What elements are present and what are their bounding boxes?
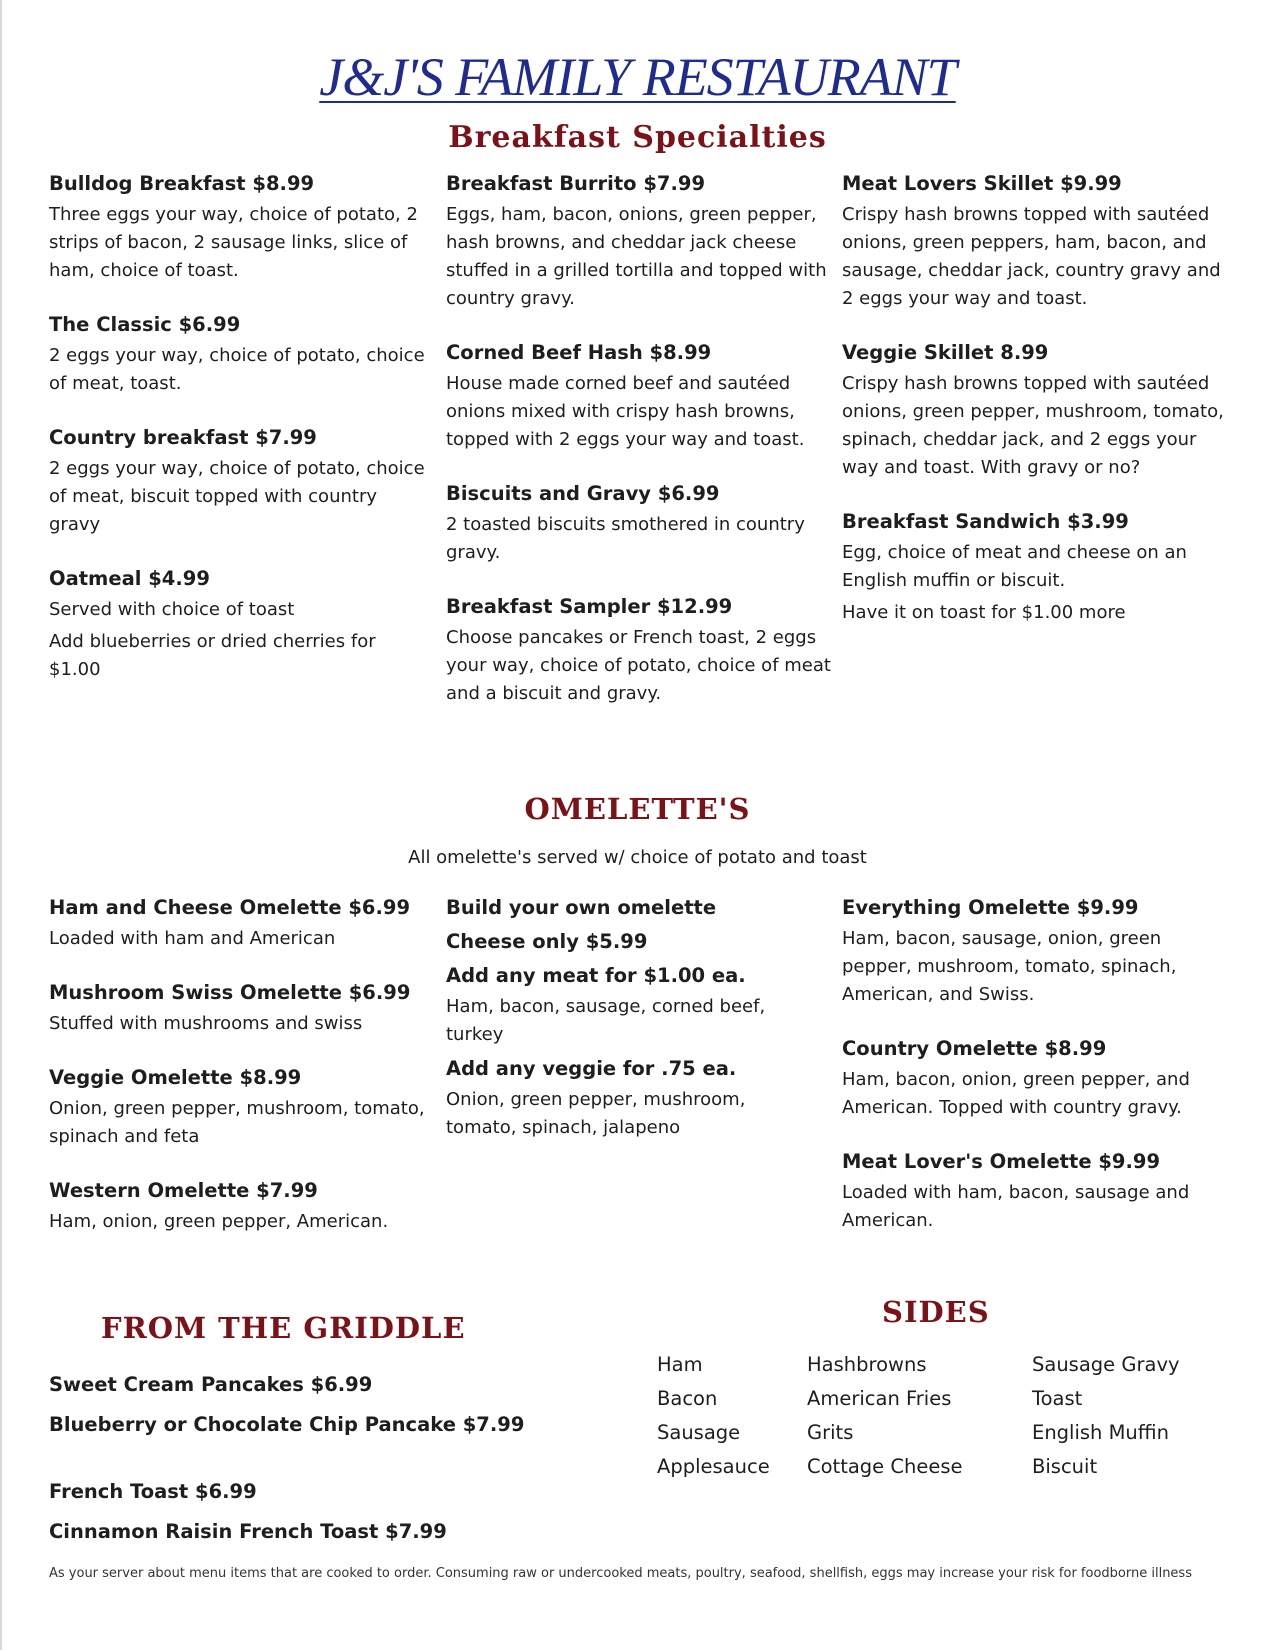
item-description: Ham, bacon, onion, green pepper, and American. Topped with country gravy. bbox=[842, 1069, 1190, 1118]
side-item: Sausage Gravy bbox=[1032, 1353, 1180, 1376]
item-name: Biscuits and Gravy $6.99 bbox=[446, 482, 720, 505]
side-item: Ham bbox=[657, 1353, 703, 1376]
menu-item bbox=[49, 424, 429, 539]
item-name: Breakfast Sampler $12.99 bbox=[446, 595, 733, 618]
item-description: Served with choice of toast bbox=[49, 599, 295, 620]
sides-heading: SIDES bbox=[882, 1295, 990, 1329]
add-veggie-label: Add any veggie for .75 ea. bbox=[446, 1057, 737, 1080]
menu-item bbox=[842, 508, 1227, 627]
item-name: Breakfast Sandwich $3.99 bbox=[842, 510, 1129, 533]
menu-item bbox=[49, 565, 429, 684]
add-meat-label: Add any meat for $1.00 ea. bbox=[446, 964, 746, 987]
menu-item bbox=[842, 1035, 1227, 1122]
breakfast-column-3 bbox=[842, 170, 1227, 653]
griddle-item: Cinnamon Raisin French Toast $7.99 bbox=[49, 1520, 447, 1543]
side-item: Biscuit bbox=[1032, 1455, 1098, 1478]
griddle-item: French Toast $6.99 bbox=[49, 1480, 257, 1503]
item-name: Meat Lover's Omelette $9.99 bbox=[842, 1150, 1161, 1173]
item-description: Loaded with ham and American bbox=[49, 928, 336, 949]
item-description: Three eggs your way, choice of potato, 2 strips of bacon, 2 sausage links, slice of ham, choice of toast. bbox=[49, 204, 418, 281]
omelettes-intro: All omelette's served w/ choice of potato and toast bbox=[408, 847, 867, 868]
menu-item bbox=[49, 1064, 429, 1151]
item-name: Corned Beef Hash $8.99 bbox=[446, 341, 712, 364]
item-description: Onion, green pepper, mushroom, tomato, spinach and feta bbox=[49, 1098, 425, 1147]
restaurant-title: J&J'S FAMILY RESTAURANT bbox=[319, 47, 956, 107]
menu-item bbox=[49, 311, 429, 398]
item-description: Crispy hash browns topped with sautéed onions, green pepper, mushroom, tomato, spinach, cheddar jack, and 2 eggs your way and toast. With gravy or no? bbox=[842, 373, 1224, 478]
griddle-item: Blueberry or Chocolate Chip Pancake $7.99 bbox=[49, 1413, 525, 1436]
item-description: Ham, bacon, sausage, onion, green pepper, mushroom, tomato, spinach, American, and Swiss. bbox=[842, 928, 1177, 1005]
item-description: Egg, choice of meat and cheese on an English muffin or biscuit. bbox=[842, 542, 1187, 591]
item-description: Loaded with ham, bacon, sausage and American. bbox=[842, 1182, 1190, 1231]
menu-item bbox=[842, 170, 1227, 313]
omelettes-column-1 bbox=[49, 894, 429, 1262]
griddle-group-1 bbox=[49, 1371, 589, 1439]
griddle-item: Sweet Cream Pancakes $6.99 bbox=[49, 1373, 373, 1396]
griddle-group-2 bbox=[49, 1478, 589, 1546]
item-name: Meat Lovers Skillet $9.99 bbox=[842, 172, 1122, 195]
menu-item bbox=[446, 593, 831, 708]
food-safety-disclaimer: As your server about menu items that are cooked to order. Consuming raw or undercooked meats, poultry, seafood, shellfish, eggs may increase your risk for foodborne illness bbox=[49, 1566, 1192, 1581]
menu-item bbox=[446, 480, 831, 567]
menu-item bbox=[842, 1148, 1227, 1235]
cheese-only-price: Cheese only $5.99 bbox=[446, 930, 648, 953]
breakfast-column-2 bbox=[446, 170, 831, 734]
sides-column-3 bbox=[1032, 1348, 1232, 1484]
menu-item bbox=[49, 1177, 429, 1236]
breakfast-column-1 bbox=[49, 170, 429, 710]
side-item: English Muffin bbox=[1032, 1421, 1170, 1444]
menu-item bbox=[49, 979, 429, 1038]
item-name: Breakfast Burrito $7.99 bbox=[446, 172, 706, 195]
item-name: Country Omelette $8.99 bbox=[842, 1037, 1107, 1060]
item-name: Oatmeal $4.99 bbox=[49, 567, 210, 590]
item-name: Western Omelette $7.99 bbox=[49, 1179, 318, 1202]
item-name: Veggie Skillet 8.99 bbox=[842, 341, 1049, 364]
side-item: Hashbrowns bbox=[807, 1353, 927, 1376]
item-name: Ham and Cheese Omelette $6.99 bbox=[49, 896, 411, 919]
menu-item bbox=[842, 339, 1227, 482]
omelettes-heading: OMELETTE'S bbox=[524, 792, 751, 826]
side-item: Toast bbox=[1032, 1387, 1083, 1410]
item-description: House made corned beef and sautéed onions mixed with crispy hash browns, topped with 2 eggs your way and toast. bbox=[446, 373, 805, 450]
item-description: Crispy hash browns topped with sautéed onions, green peppers, ham, bacon, and sausage, cheddar jack, country gravy and 2 eggs your way and toast. bbox=[842, 204, 1221, 309]
side-item: Sausage bbox=[657, 1421, 741, 1444]
side-item: Bacon bbox=[657, 1387, 718, 1410]
sides-column-1 bbox=[657, 1348, 802, 1484]
breakfast-heading: Breakfast Specialties bbox=[448, 120, 827, 155]
item-name: Bulldog Breakfast $8.99 bbox=[49, 172, 315, 195]
item-name: Mushroom Swiss Omelette $6.99 bbox=[49, 981, 411, 1004]
side-item: Grits bbox=[807, 1421, 854, 1444]
build-title: Build your own omelette bbox=[446, 896, 717, 919]
item-note: Have it on toast for $1.00 more bbox=[842, 602, 1126, 623]
item-description: Eggs, ham, bacon, onions, green pepper, hash browns, and cheddar jack cheese stuffed in a grilled tortilla and topped with country gravy. bbox=[446, 204, 827, 309]
menu-item bbox=[446, 339, 831, 454]
item-name: Everything Omelette $9.99 bbox=[842, 896, 1139, 919]
veggie-options: Onion, green pepper, mushroom, tomato, spinach, jalapeno bbox=[446, 1089, 746, 1138]
item-note: Add blueberries or dried cherries for $1.00 bbox=[49, 631, 376, 680]
side-item: Applesauce bbox=[657, 1455, 770, 1478]
menu-item bbox=[842, 894, 1227, 1009]
item-name: The Classic $6.99 bbox=[49, 313, 241, 336]
item-description: Ham, onion, green pepper, American. bbox=[49, 1211, 389, 1232]
menu-item bbox=[49, 894, 429, 953]
item-description: Choose pancakes or French toast, 2 eggs your way, choice of potato, choice of meat and a biscuit and gravy. bbox=[446, 627, 831, 704]
menu-item bbox=[49, 170, 429, 285]
side-item: Cottage Cheese bbox=[807, 1455, 963, 1478]
build-your-own-omelette bbox=[446, 894, 821, 1142]
side-item: American Fries bbox=[807, 1387, 952, 1410]
omelettes-column-3 bbox=[842, 894, 1227, 1261]
menu-item bbox=[446, 170, 831, 313]
item-description: 2 eggs your way, choice of potato, choice of meat, biscuit topped with country gravy bbox=[49, 458, 425, 535]
griddle-heading: FROM THE GRIDDLE bbox=[101, 1311, 466, 1345]
item-description: 2 toasted biscuits smothered in country gravy. bbox=[446, 514, 805, 563]
sides-column-2 bbox=[807, 1348, 1022, 1484]
item-description: Stuffed with mushrooms and swiss bbox=[49, 1013, 363, 1034]
item-description: 2 eggs your way, choice of potato, choice of meat, toast. bbox=[49, 345, 425, 394]
meat-options: Ham, bacon, sausage, corned beef, turkey bbox=[446, 996, 766, 1045]
item-name: Veggie Omelette $8.99 bbox=[49, 1066, 302, 1089]
item-name: Country breakfast $7.99 bbox=[49, 426, 317, 449]
